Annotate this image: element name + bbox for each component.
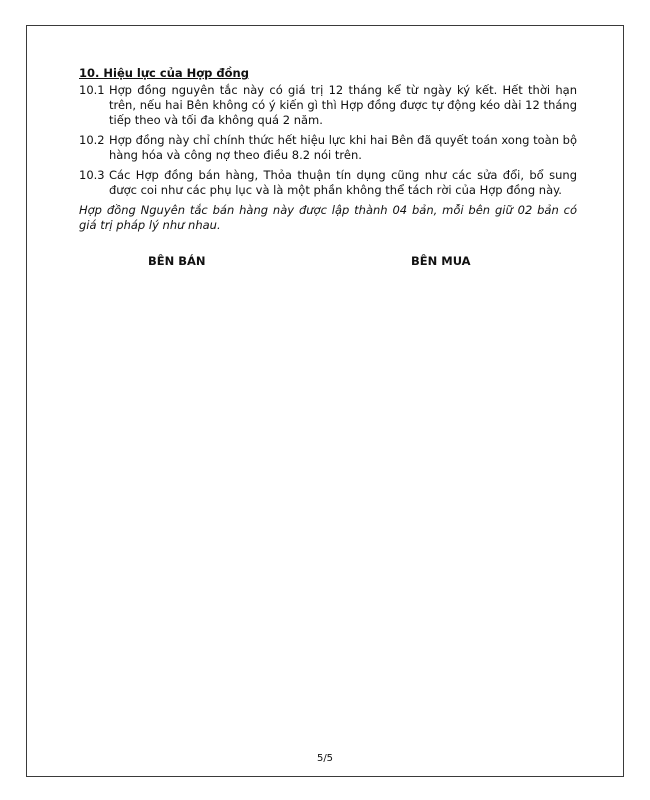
buyer-signature-label: BÊN MUA (411, 254, 471, 268)
clause-10-3 (79, 168, 577, 198)
clause-text: Hợp đồng này chỉ chính thức hết hiệu lực khi hai Bên đã quyết toán xong toàn bộ hàng hóa và công nợ theo điều 8.2 nói trên. (109, 133, 577, 162)
clause-10-1 (79, 83, 577, 128)
clause-number: 10.1 (79, 83, 105, 97)
clause-10-2 (79, 133, 577, 163)
section-heading: 10. Hiệu lực của Hợp đồng (79, 66, 249, 80)
document-body (79, 66, 577, 233)
clause-text: Các Hợp đồng bán hàng, Thỏa thuận tín dụng cũng như các sửa đổi, bổ sung được coi như các phụ lục và là một phần không thể tách rời của Hợp đồng này. (109, 168, 577, 197)
clause-text: Hợp đồng nguyên tắc này có giá trị 12 tháng kể từ ngày ký kết. Hết thời hạn trên, nếu hai Bên không có ý kiến gì thì Hợp đồng được tự động kéo dài 12 tháng tiếp theo và tối đa không quá 2 năm. (109, 83, 577, 127)
clause-number: 10.2 (79, 133, 105, 147)
closing-statement: Hợp đồng Nguyên tắc bán hàng này được lập thành 04 bản, mỗi bên giữ 02 bản có giá trị pháp lý như nhau. (79, 203, 577, 232)
page-number: 5/5 (316, 753, 334, 764)
clause-number: 10.3 (79, 168, 105, 182)
seller-signature-label: BÊN BÁN (148, 254, 206, 268)
